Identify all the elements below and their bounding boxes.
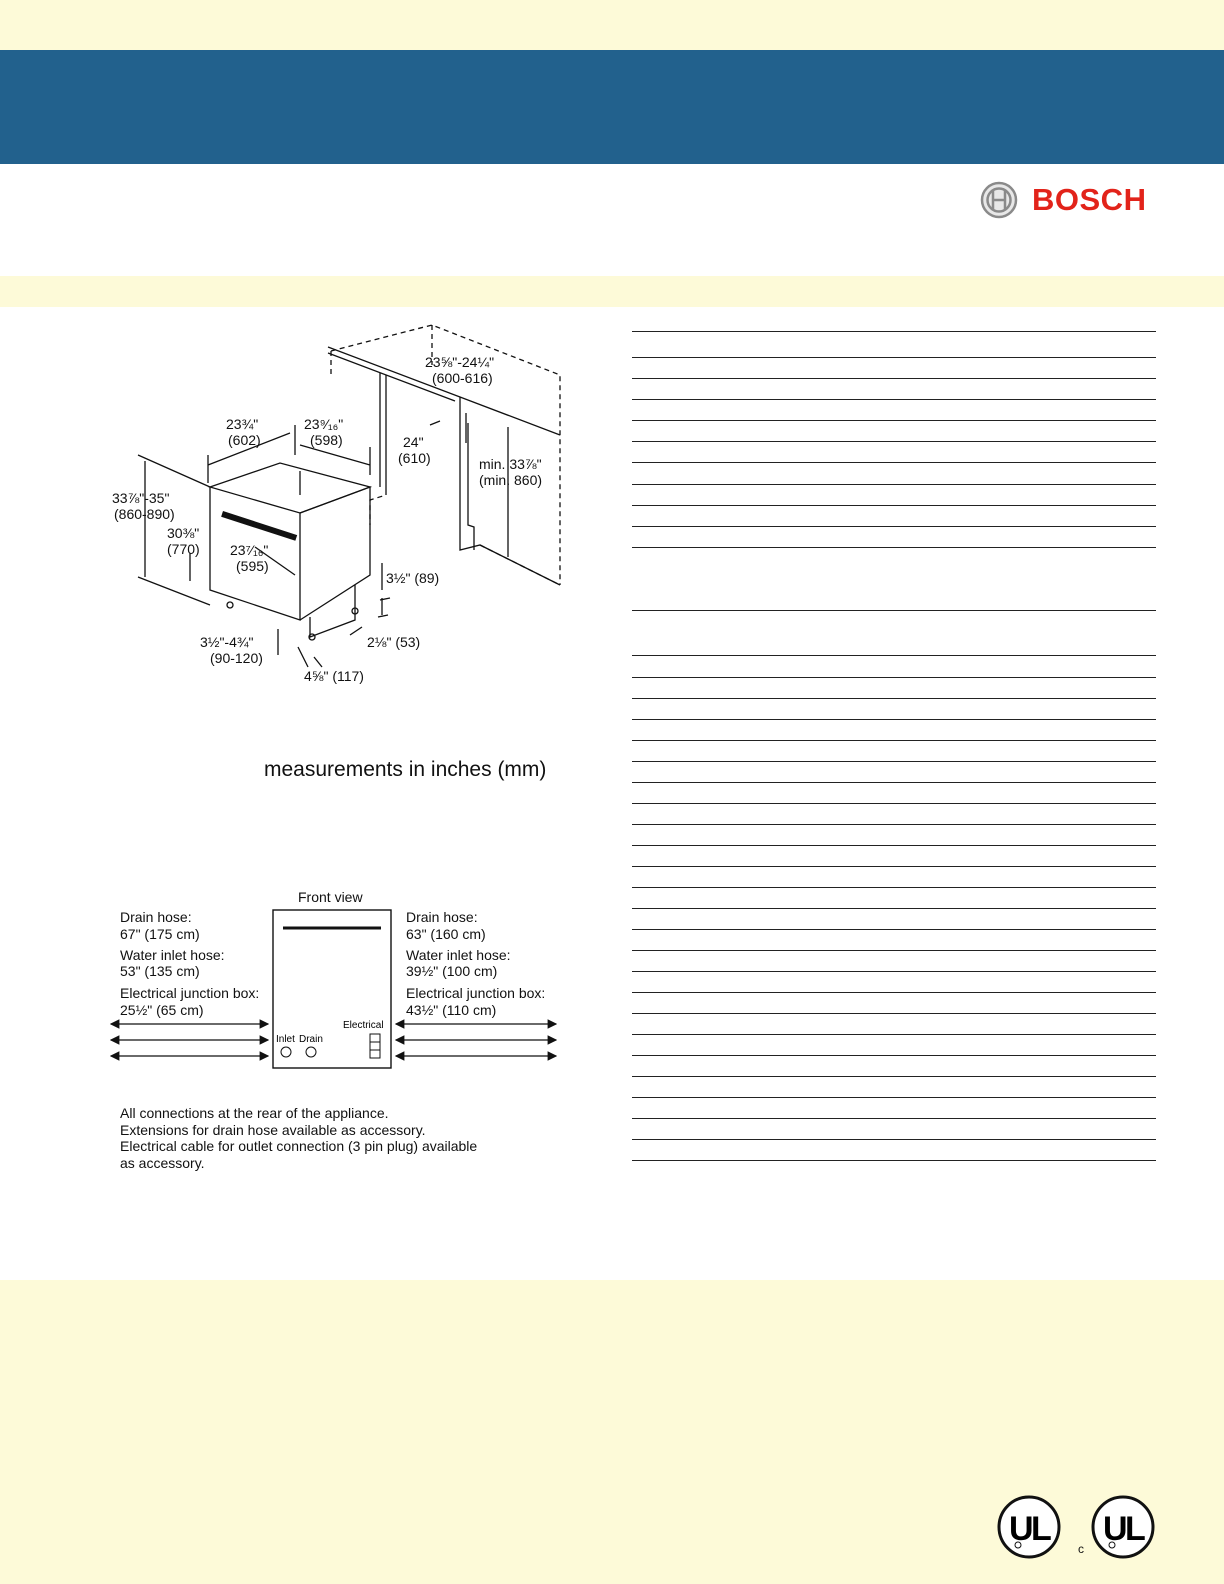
port-inlet-label: Inlet [276,1034,295,1045]
ul-listed-icon [996,1494,1062,1560]
spec-rule [632,845,1156,846]
spec-rule [632,677,1156,678]
spec-rule [632,526,1156,527]
spec-rule [632,1118,1156,1119]
spec-rule [632,929,1156,930]
section-band [0,276,1224,307]
spec-rule [632,484,1156,485]
svg-text:L: L [1125,1510,1146,1548]
left-elec-label: Electrical junction box: [120,985,260,1001]
spec-rule [632,399,1156,400]
dim-width-a-mm: (602) [228,432,261,448]
spec-rule [632,331,1156,332]
spec-rule [632,547,1156,548]
spec-rule [632,441,1156,442]
right-inlet-label: Water inlet hose: [406,947,511,963]
spec-rule [632,803,1156,804]
dim-depth-top-mm: (600-616) [432,370,493,386]
front-view-title: Front view [298,889,363,905]
right-elec-value: 43½" (110 cm) [406,1002,497,1018]
measurement-caption: measurements in inches (mm) [264,758,547,781]
dim-niche-width-mm: (610) [398,450,431,466]
dim-door-width-mm: (595) [236,558,269,574]
dim-height-mm: (860-890) [114,506,175,522]
dim-toe-depth: 2⅛" (53) [367,634,421,650]
spec-rule [632,655,1156,656]
dimension-diagram [100,315,580,715]
spec-rule [632,610,1156,611]
svg-text:L: L [1031,1510,1052,1548]
port-drain-label: Drain [299,1034,323,1045]
note-line: All connections at the rear of the appliance. [120,1105,389,1121]
right-drain-label: Drain hose: [406,909,478,925]
spec-rule [632,1013,1156,1014]
spec-rule [632,908,1156,909]
connection-notes [120,1105,477,1171]
spec-rule [632,505,1156,506]
left-inlet-value: 53" (135 cm) [120,963,200,979]
left-drain-value: 67" (175 cm) [120,926,200,942]
bosch-logo [980,180,1146,220]
note-line: Extensions for drain hose available as accessory. [120,1121,426,1138]
spec-rule [632,462,1156,463]
spec-rule [632,740,1156,741]
right-elec-label: Electrical junction box: [406,985,546,1001]
front-view-diagram [108,884,578,1074]
svg-text:U: U [1103,1510,1128,1548]
dim-width-b: 23⁹⁄₁₆" [304,416,344,432]
spec-rule [632,698,1156,699]
spec-rule [632,782,1156,783]
right-drain-value: 63" (160 cm) [406,926,486,942]
spec-rule [632,950,1156,951]
spec-rule [632,887,1156,888]
spec-rule [632,1160,1156,1161]
dim-foot-offset: 4⅝" (117) [304,668,364,684]
spec-rule [632,1139,1156,1140]
dim-foot-range: 3½"-4¾" [200,634,254,650]
dim-foot-range-mm: (90-120) [210,650,263,666]
port-electrical-label: Electrical [343,1020,384,1031]
spec-rule [632,761,1156,762]
dim-toe-height: 3½" (89) [386,570,440,586]
spec-rule [632,1034,1156,1035]
left-inlet-label: Water inlet hose: [120,947,225,963]
spec-rule [632,866,1156,867]
spec-rule [632,357,1156,358]
dim-depth-top: 23⅝"-24¼" [425,354,495,370]
right-inlet-value: 39½" (100 cm) [406,963,498,979]
dim-width-a: 23¾" [226,416,259,432]
header-band [0,50,1224,164]
spec-rule [632,1055,1156,1056]
spec-rule [632,420,1156,421]
dim-niche-width: 24" [403,434,424,450]
spec-rule [632,719,1156,720]
spec-rule [632,1076,1156,1077]
dim-body-height: 30⅜" [167,525,200,541]
note-line: Electrical cable for outlet connection (3 pin plug) available [120,1138,478,1154]
spec-rule [632,1097,1156,1098]
c-ul-listed-icon [1090,1494,1156,1560]
spec-rule [632,378,1156,379]
svg-text:U: U [1009,1510,1034,1548]
dim-door-width: 23⁷⁄₁₆" [230,542,269,558]
dim-body-height-mm: (770) [167,541,200,557]
bosch-armature-icon [980,181,1018,219]
left-elec-value: 25½" (65 cm) [120,1002,204,1018]
spec-rule [632,824,1156,825]
spec-rule [632,992,1156,993]
cul-prefix: c [1078,1542,1084,1556]
dim-width-b-mm: (598) [310,432,343,448]
spec-rule [632,971,1156,972]
dim-niche-height-mm: (min. 860) [479,472,543,488]
dim-height: 33⅞"-35" [112,490,170,506]
brand-name: BOSCH [1032,182,1147,217]
note-line: as accessory. [120,1154,205,1171]
left-drain-label: Drain hose: [120,909,192,925]
dim-niche-height: min. 33⅞" [479,456,542,472]
